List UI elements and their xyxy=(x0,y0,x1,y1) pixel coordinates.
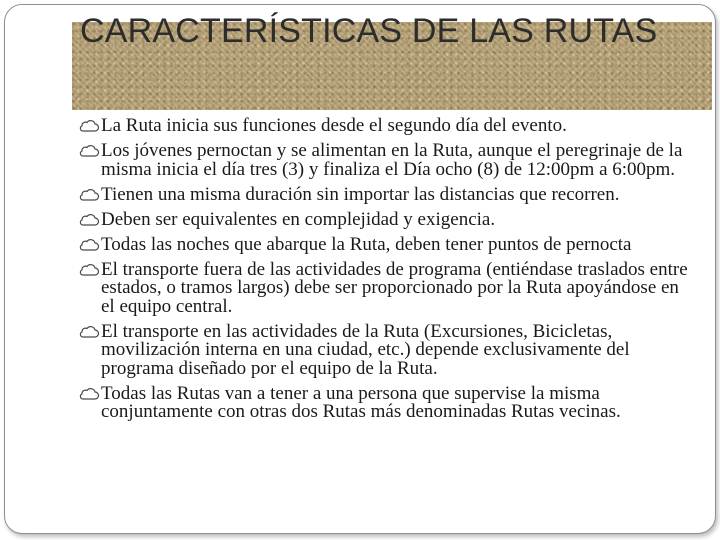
bullet-text: Tienen una misma duración sin importar las distancias que recorren. xyxy=(101,183,620,205)
cloud-bullet-icon xyxy=(78,118,100,134)
list-item xyxy=(0,320,720,379)
cloud-bullet-icon xyxy=(78,324,100,340)
cloud-bullet-icon xyxy=(78,386,100,402)
cloud-bullet-icon xyxy=(78,187,100,203)
slide-title: CARACTERÍSTICAS DE LAS RUTAS xyxy=(80,12,658,50)
bullet-text: Todas las noches que abarque la Ruta, deben tener puntos de pernocta xyxy=(101,233,632,255)
cloud-bullet-icon xyxy=(78,212,100,228)
list-item xyxy=(0,258,720,317)
cloud-bullet-icon xyxy=(78,262,100,278)
list-item xyxy=(0,208,720,230)
list-item xyxy=(0,382,720,423)
list-item xyxy=(0,183,720,205)
cloud-bullet-icon xyxy=(78,237,100,253)
bullet-text: El transporte en las actividades de la Ruta (Excursiones, Bicicletas, movilización interna en una ciudad, etc.) depende exclusivamente del programa diseñado por el equipo de la Ruta. xyxy=(101,320,630,379)
list-item xyxy=(0,139,720,180)
bullet-text: Deben ser equivalentes en complejidad y exigencia. xyxy=(101,208,496,230)
bullet-text: Los jóvenes pernoctan y se alimentan en la Ruta, aunque el peregrinaje de la misma inicia el día tres (3) y finaliza el Día ocho (8) de 12:00pm a 6:00pm. xyxy=(101,139,683,180)
bullet-text: El transporte fuera de las actividades de programa (entiéndase traslados entre estados, o tramos largos) debe ser proporcionado por la Ruta apoyándose en el equipo central. xyxy=(101,258,688,317)
bullet-list xyxy=(0,117,720,428)
bullet-text: La Ruta inicia sus funciones desde el segundo día del evento. xyxy=(101,115,567,136)
bullet-text: Todas las Rutas van a tener a una persona que supervise la misma conjuntamente con otras dos Rutas más denominadas Rutas vecinas. xyxy=(101,382,621,423)
cloud-bullet-icon xyxy=(78,143,100,159)
list-item xyxy=(0,117,720,136)
list-item xyxy=(0,233,720,255)
